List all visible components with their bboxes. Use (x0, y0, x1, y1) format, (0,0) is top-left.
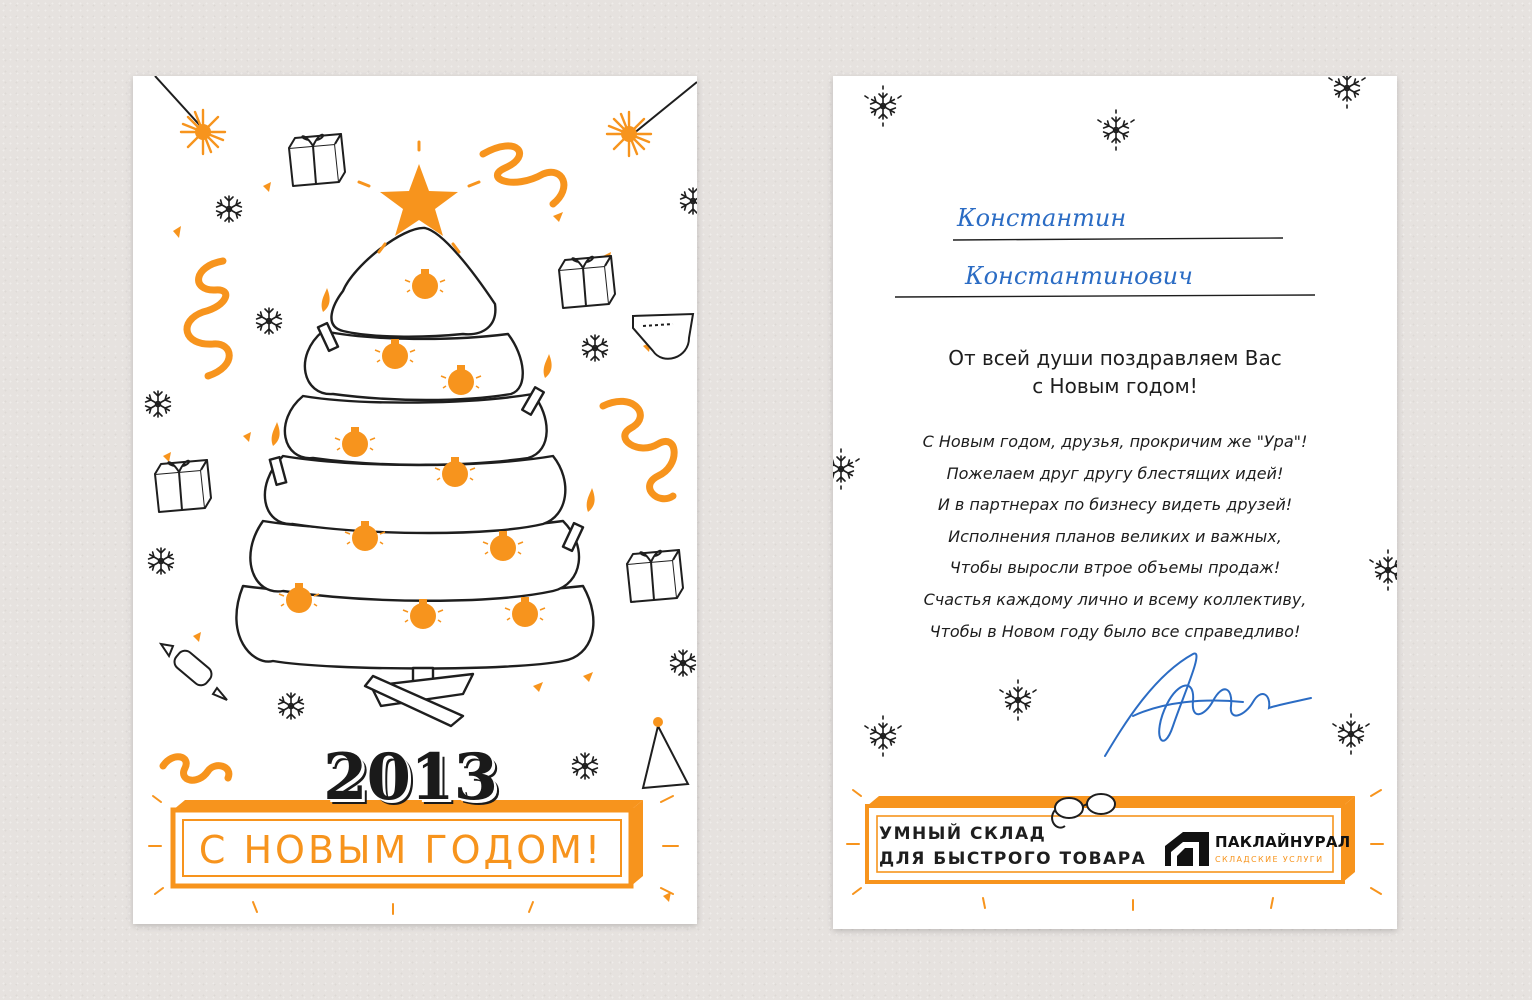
logo-name: ПАКЛАЙНУРАЛ (1215, 833, 1351, 851)
year-label: 2013 (323, 740, 498, 815)
slogan (879, 822, 1146, 872)
greeting-title-line: От всей души поздравляем Вас (948, 346, 1282, 370)
sparkler-icon (607, 82, 697, 156)
slogan-line: ДЛЯ БЫСТРОГО ТОВАРА (879, 849, 1147, 869)
poem (833, 426, 1397, 647)
name-underline (953, 238, 1283, 240)
front-card (133, 76, 697, 924)
recipient-patronymic: Константинович (965, 262, 1193, 290)
candy-icon (161, 644, 227, 700)
snowflake-icon (833, 76, 1397, 756)
slogan-line: УМНЫЙ СКЛАД (879, 824, 1047, 844)
logo-subtitle: СКЛАДСКИЕ УСЛУГИ (1215, 855, 1324, 864)
sock-icon (633, 314, 693, 359)
poem-line: И в партнерах по бизнесу видеть друзей! (937, 495, 1293, 515)
poem-line: Чтобы выросли втрое объемы продаж! (949, 558, 1281, 578)
poem-line: С Новым годом, друзья, прокричим же "Ура"! (922, 432, 1308, 451)
poem-line: Пожелаем друг другу блестящих идей! (946, 463, 1284, 483)
patronymic-underline (895, 295, 1315, 297)
poem-line: Счастья каждому лично и всему коллективу, (923, 589, 1307, 609)
signature-icon (1105, 653, 1311, 756)
poem-line: Исполнения планов великих и важных, (948, 526, 1282, 546)
poem-line: Чтобы в Новом году было все справедливо! (929, 621, 1301, 641)
sparkler-icon (155, 76, 225, 154)
christmas-tree-icon (236, 228, 593, 726)
front-banner-text: С НОВЫМ ГОДОМ! (198, 828, 604, 872)
party-hat-icon (643, 717, 688, 788)
greeting-title-line: с Новым годом! (1032, 374, 1198, 398)
recipient-first-name: Константин (957, 204, 1127, 232)
greeting-title (833, 344, 1397, 400)
back-card (833, 76, 1397, 929)
